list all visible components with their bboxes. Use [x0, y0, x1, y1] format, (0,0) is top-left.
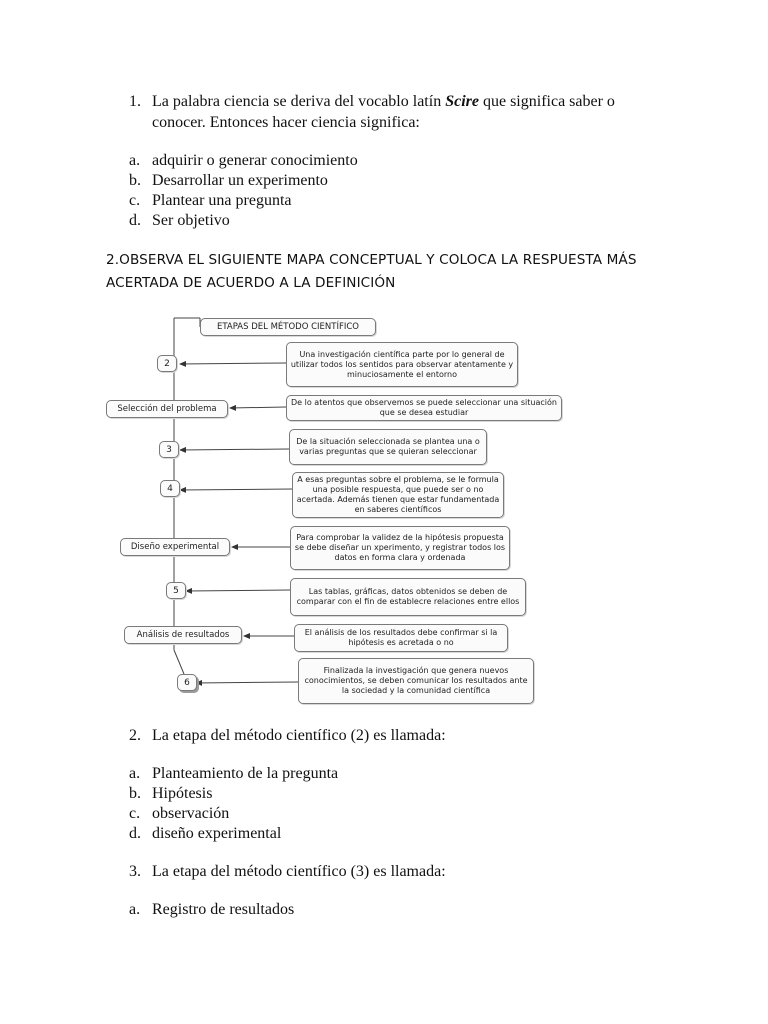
stage-seleccion-del-problema: Selección del problema — [106, 400, 228, 418]
option-letter: b. — [129, 785, 141, 802]
question-number: 1. — [129, 93, 141, 110]
map-title: ETAPAS DEL MÉTODO CIENTÍFICO — [200, 318, 376, 336]
stage-diseno-experimental: Diseño experimental — [120, 538, 230, 556]
option-text: Hipótesis — [152, 785, 213, 802]
option-text: Desarrollar un experimento — [152, 172, 328, 189]
option-letter: c. — [129, 192, 141, 209]
option-text: Planteamiento de la pregunta — [152, 765, 339, 782]
description-comunicacion: Finalizada la investigación que genera nuevos conocimientos, se deben comunicar los resultados ante la sociedad y la comunidad científica — [298, 658, 534, 704]
option-text: Plantear una pregunta — [152, 192, 292, 209]
option-text: Registro de resultados — [152, 901, 295, 918]
question-text: La etapa del método científico (3) es llamada: — [152, 863, 446, 880]
concept-map — [104, 308, 566, 708]
description-seleccion: De lo atentos que observemos se puede seleccionar una situación que se desea estudiar — [286, 395, 562, 421]
option-text: Ser objetivo — [152, 212, 230, 229]
option-text: observación — [152, 805, 230, 822]
question-text: La palabra ciencia se deriva del vocablo latín Scire que significa saber o — [152, 93, 615, 110]
question-text: La etapa del método científico (2) es llamada: — [152, 727, 446, 744]
question-number: 3. — [129, 863, 141, 880]
description-pregunta: De la situación seleccionada se plantea una o varias preguntas que se quieran seleccionar — [289, 429, 487, 465]
stage-analisis-de-resultados: Análisis de resultados — [124, 626, 242, 644]
option-letter: a. — [129, 901, 141, 918]
latin-keyword: Scire — [445, 93, 479, 110]
stage-3-box: 3 — [159, 441, 179, 458]
section-heading-line-1: 2.OBSERVA EL SIGUIENTE MAPA CONCEPTUAL Y COLOCA LA RESPUESTA MÁS — [106, 252, 637, 268]
option-letter: b. — [129, 172, 141, 189]
description-diseno: Para comprobar la validez de la hipótesis propuesta se debe diseñar un xperimento, y registrar todos los datos en forma clara y ordenada — [290, 526, 510, 570]
option-letter: a. — [129, 765, 141, 782]
description-observation: Una investigación científica parte por lo general de utilizar todos los sentidos para observar atentamente y minuciosamente el entorno — [286, 342, 518, 387]
section-heading-line-2: ACERTADA DE ACUERDO A LA DEFINICIÓN — [106, 275, 396, 291]
option-text: diseño experimental — [152, 825, 282, 842]
option-letter: c. — [129, 805, 141, 822]
question-text-continued: conocer. Entonces hacer ciencia significa: — [152, 114, 420, 131]
stage-2-box: 2 — [157, 355, 177, 372]
stage-6-box: 6 — [177, 674, 197, 691]
option-text: adquirir o generar conocimiento — [152, 152, 358, 169]
description-analisis: El análisis de los resultados debe confirmar si la hipótesis es acretada o no — [294, 624, 508, 652]
description-registro: Las tablas, gráficas, datos obtenidos se deben de comparar con el fin de establecre relaciones entre ellos — [290, 578, 526, 616]
stage-4-box: 4 — [160, 480, 180, 497]
description-hipotesis: A esas preguntas sobre el problema, se le formula una posible respuesta, que puede ser o no acertada. Además tienen que estar fundamentada en saberes científicos — [292, 472, 504, 518]
question-number: 2. — [129, 727, 141, 744]
option-letter: d. — [129, 212, 141, 229]
option-letter: a. — [129, 152, 141, 169]
stage-5-box: 5 — [166, 582, 186, 599]
option-letter: d. — [129, 825, 141, 842]
